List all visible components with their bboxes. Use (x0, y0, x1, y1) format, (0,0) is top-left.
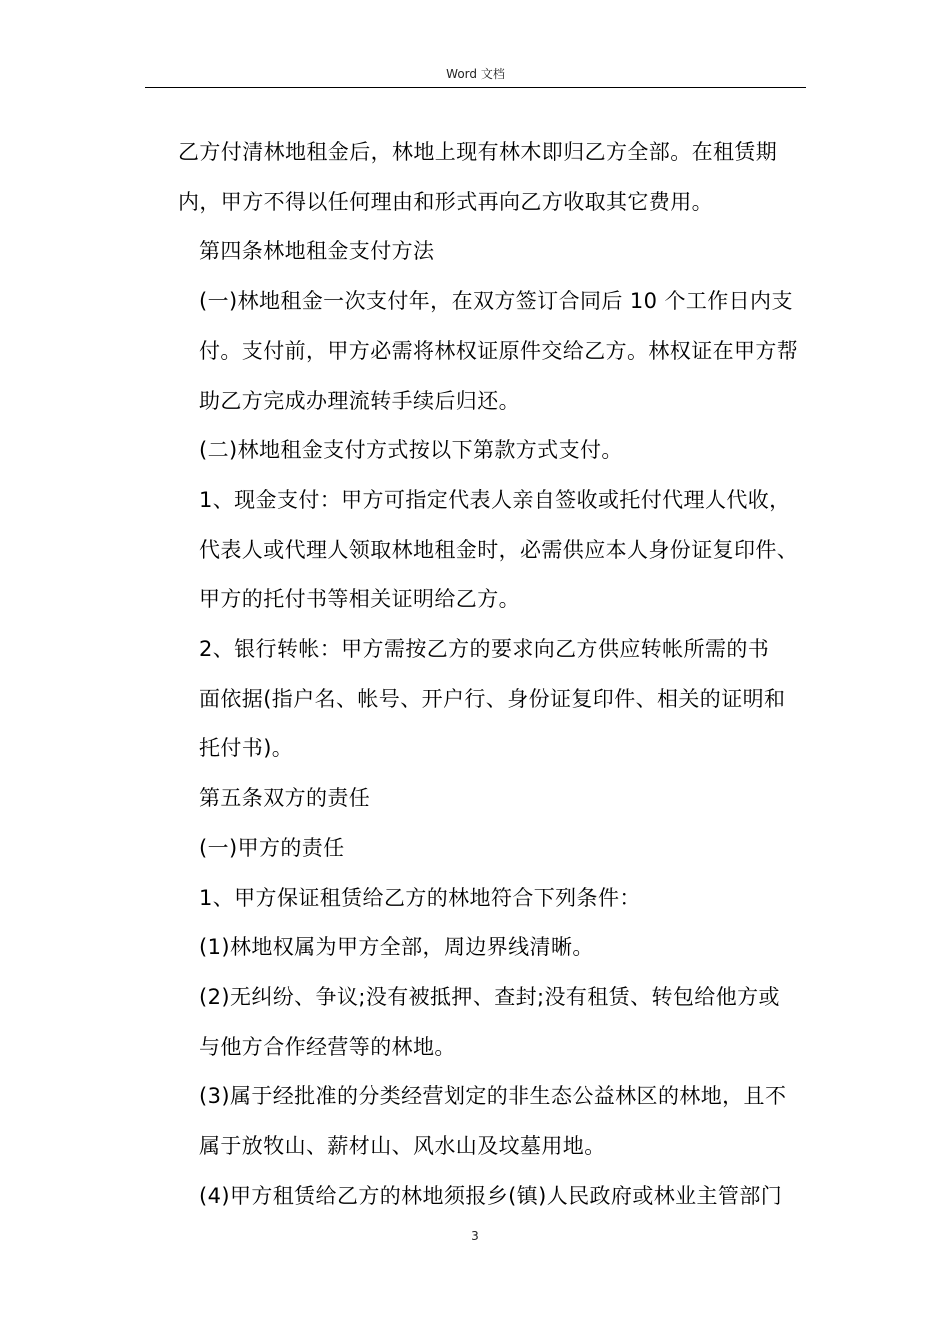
page-number: 3 (471, 1229, 479, 1243)
paragraph-line: 甲方的托付书等相关证明给乙方。 (199, 587, 520, 612)
paragraph (178, 476, 804, 625)
paragraph-line: 第四条林地租金支付方法 (199, 239, 435, 264)
paragraph-line: (一)甲方的责任 (199, 835, 345, 860)
paragraph-line: 面依据(指户名、帐号、开户行、身份证复印件、相关的证明和 (199, 686, 786, 711)
paragraph-line: (一)林地租金一次支付年，在双方签订合同后 10 个工作日内支 (199, 289, 793, 314)
paragraph (178, 128, 804, 227)
paragraph (178, 874, 804, 924)
paragraph-line: 属于放牧山、薪材山、风水山及坟墓用地。 (199, 1134, 606, 1159)
paragraph (178, 923, 804, 973)
paragraph (178, 1072, 804, 1171)
paragraph (178, 774, 804, 824)
paragraph-line: 乙方付清林地租金后，林地上现有林木即归乙方全部。在租赁期 (178, 140, 778, 164)
paragraph-line: 与他方合作经营等的林地。 (199, 1034, 456, 1059)
document-body (178, 128, 804, 1221)
header-divider (145, 87, 806, 88)
paragraph-line: 第五条双方的责任 (199, 786, 371, 811)
paragraph-line: 1、现金支付：甲方可指定代表人亲自签收或托付代理人代收， (199, 487, 791, 512)
paragraph-line: 内，甲方不得以任何理由和形式再向乙方收取其它费用。 (178, 189, 713, 214)
paragraph-line: 托付书)。 (199, 736, 294, 761)
paragraph-line: 1、甲方保证租赁给乙方的林地符合下列条件： (199, 885, 641, 910)
paragraph (178, 277, 804, 426)
paragraph (178, 625, 804, 774)
paragraph-line: (3)属于经批准的分类经营划定的非生态公益林区的林地，且不 (199, 1084, 787, 1109)
paragraph-line: 付。支付前，甲方必需将林权证原件交给乙方。林权证在甲方帮 (199, 338, 799, 363)
paragraph-line: (二)林地租金支付方式按以下第款方式支付。 (199, 438, 623, 463)
paragraph-line: 助乙方完成办理流转手续后归还。 (199, 388, 520, 413)
paragraph (178, 973, 804, 1072)
paragraph (178, 227, 804, 277)
paragraph-line: (4)甲方租赁给乙方的林地须报乡(镇)人民政府或林业主管部门 (199, 1183, 783, 1208)
paragraph-line: (1)林地权属为甲方全部，周边界线清晰。 (199, 935, 594, 960)
paragraph (178, 824, 804, 874)
paragraph-line: (2)无纠纷、争议;没有被抵押、查封;没有租赁、转包给他方或 (199, 984, 780, 1009)
paragraph (178, 426, 804, 476)
paragraph-line: 2、银行转帐：甲方需按乙方的要求向乙方供应转帐所需的书 (199, 637, 770, 662)
paragraph (178, 1172, 804, 1222)
paragraph-line: 代表人或代理人领取林地租金时，必需供应本人身份证复印件、 (199, 537, 799, 562)
page-header: Word 文档 (446, 67, 505, 81)
